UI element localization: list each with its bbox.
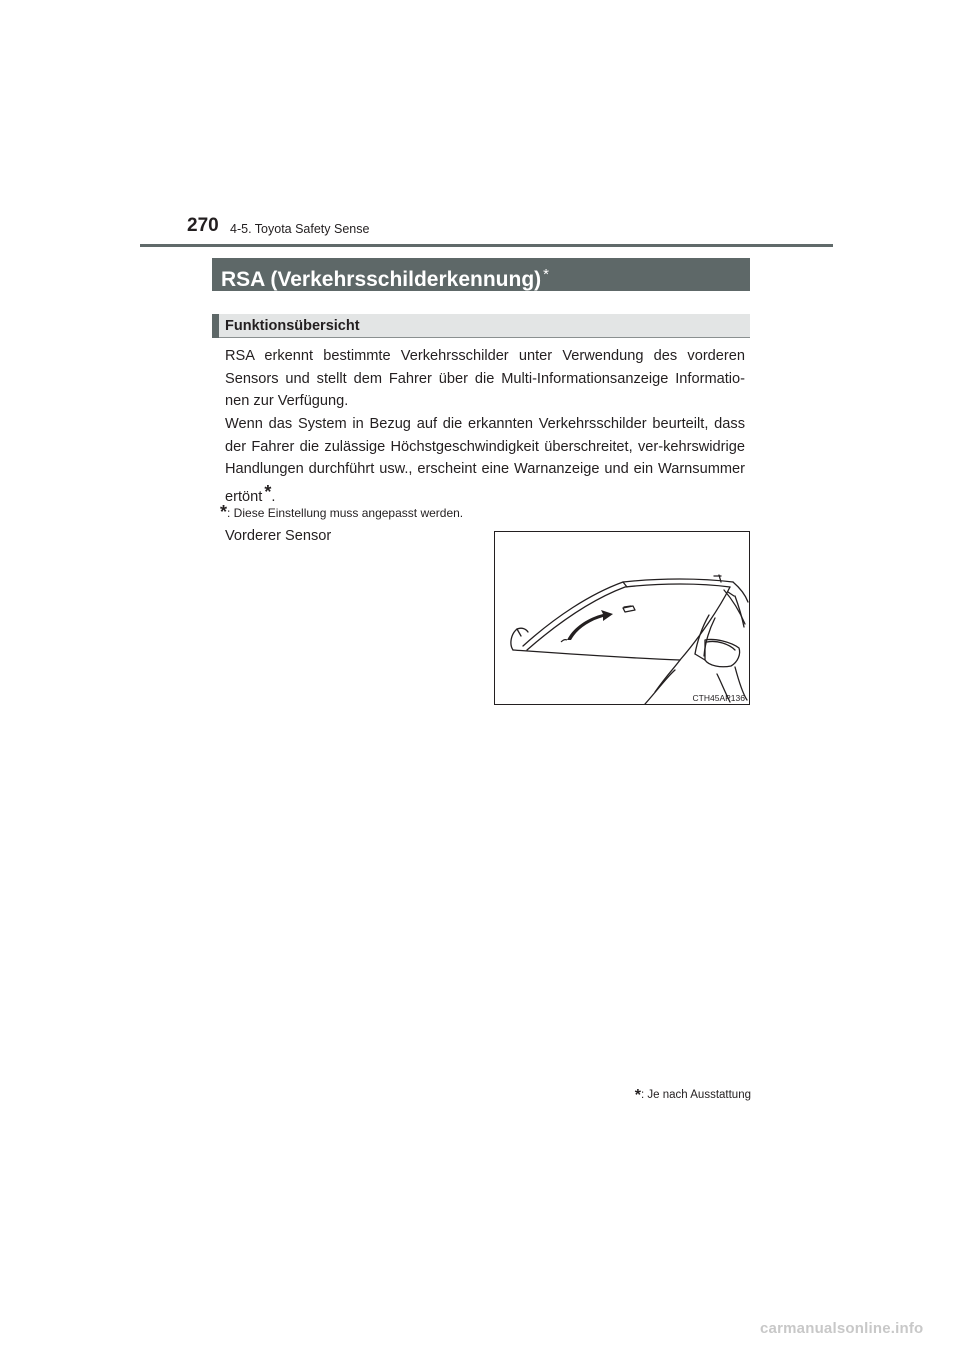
- section-title-mark: *: [543, 266, 549, 283]
- footnote-text: : Je nach Ausstattung: [641, 1089, 751, 1101]
- paragraph-2: [225, 413, 745, 508]
- windshield-drawing: [495, 532, 749, 704]
- paragraph-2-end: .: [271, 488, 276, 505]
- subsection-bar: [212, 314, 750, 338]
- section-title-bar: [212, 258, 750, 291]
- figure-label: Vorderer Sensor: [225, 528, 332, 544]
- setting-note: [220, 502, 463, 523]
- header-rule: [140, 244, 833, 247]
- subsection-title: Funktionsübersicht: [225, 318, 360, 334]
- watermark: carmanualsonline.info: [760, 1320, 924, 1337]
- paragraph-2-mark: *: [264, 481, 272, 502]
- paragraph-1: RSA erkennt bestimmte Verkehrsschilder unter Verwendung des vorderen Sensors und stellt dem Fahrer über die Multi-Informationsanzeige Informatio-nen zur Verfügung.: [225, 348, 745, 409]
- running-head: 4-5. Toyota Safety Sense: [230, 222, 370, 236]
- subsection-accent: [212, 314, 219, 338]
- windshield-illustration: [494, 531, 750, 705]
- paragraph-2-text: Wenn das System in Bezug auf die erkannten Verkehrsschilder beurteilt, dass der Fahrer die zulässige Höchstgeschwindigkeit überschreitet, ver-kehrswidrige Handlungen durchführt usw., erscheint eine Warnanzeige und ein Warnsummer ertönt: [225, 416, 745, 505]
- footnote-mark: *: [634, 1087, 642, 1104]
- note-mark: *: [220, 502, 228, 522]
- equipment-footnote: [623, 1087, 751, 1105]
- section-title: RSA (Verkehrsschilderkennung): [221, 268, 542, 291]
- figure-code: CTH45AP136: [692, 693, 745, 703]
- note-text: : Diese Einstellung muss angepasst werden.: [227, 506, 464, 520]
- page-number: 270: [187, 215, 219, 236]
